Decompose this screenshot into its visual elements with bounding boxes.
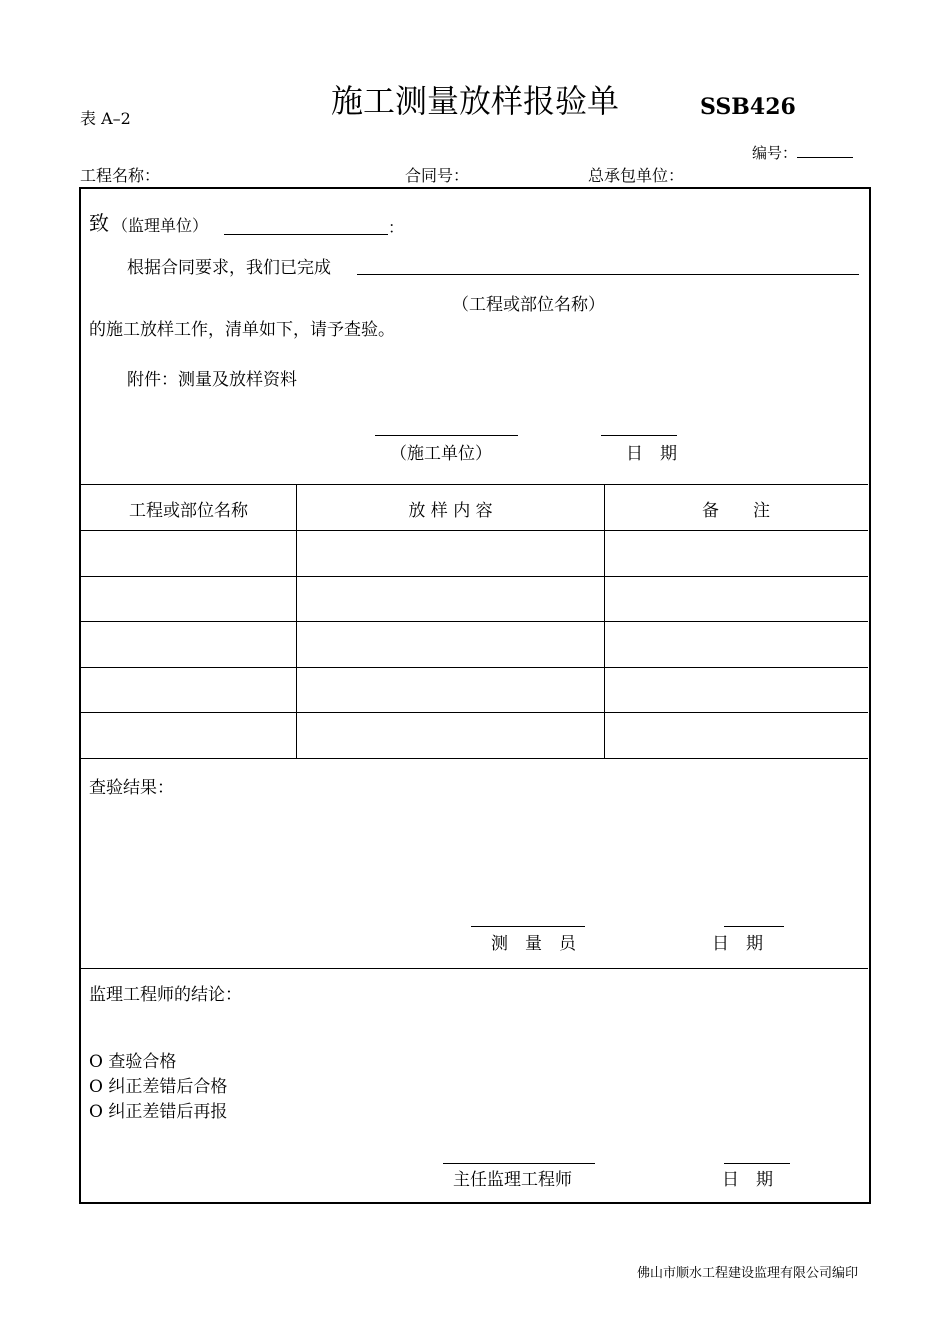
table-cell[interactable] (81, 531, 296, 575)
form-label: 表 A–2 (80, 109, 131, 128)
request-statement: 的施工放样工作，清单如下，请予查验。 (89, 320, 395, 340)
publisher-footer: 佛山市顺水工程建设监理有限公司编印 (636, 1266, 858, 1281)
serial-number-field[interactable] (752, 142, 853, 163)
inspection-date-label: 日 期 (712, 934, 763, 954)
chief-engineer-label: 主任监理工程师 (453, 1170, 572, 1190)
request-date-label: 日 期 (626, 444, 677, 464)
contract-number-label: 合同号： (405, 166, 470, 185)
supervisor-unit-blank[interactable] (224, 234, 388, 235)
conclusion-date-blank[interactable] (724, 1163, 790, 1164)
inspection-date-blank[interactable] (724, 926, 784, 927)
table-header-part-name: 工程或部位名称 (129, 501, 248, 521)
table-cell[interactable] (297, 713, 604, 757)
form-code: SSB426 (700, 94, 796, 120)
table-cell[interactable] (81, 622, 296, 666)
table-bottom-border (80, 758, 868, 759)
serial-blank[interactable] (797, 143, 853, 158)
table-cell[interactable] (81, 713, 296, 757)
table-cell[interactable] (297, 577, 604, 620)
table-cell[interactable] (81, 668, 296, 711)
table-cell[interactable] (297, 622, 604, 666)
completion-statement: 根据合同要求，我们已完成 (127, 258, 331, 278)
section-divider (80, 968, 868, 969)
chief-engineer-blank[interactable] (443, 1163, 595, 1164)
surveyor-label: 测 量 员 (491, 934, 576, 954)
option-passed-after-correction[interactable]: O 纠正差错后合格 (89, 1077, 228, 1097)
table-cell[interactable] (297, 668, 604, 711)
page-title: 施工测量放样报验单 (330, 82, 619, 120)
inspection-result-label: 查验结果： (89, 778, 174, 798)
table-cell[interactable] (605, 577, 867, 620)
table-cell[interactable] (297, 531, 604, 575)
project-name-label: 工程名称： (80, 166, 161, 185)
surveyor-blank[interactable] (471, 926, 585, 927)
colon: ： (388, 218, 405, 237)
project-part-blank[interactable] (357, 274, 859, 275)
conclusion-date-label: 日 期 (722, 1170, 773, 1190)
table-header-remarks: 备 注 (702, 501, 770, 521)
table-cell[interactable] (605, 668, 867, 711)
contractor-label: 总承包单位： (588, 166, 685, 185)
table-cell[interactable] (605, 622, 867, 666)
construction-unit-label: （施工单位） (390, 444, 492, 464)
table-cell[interactable] (605, 713, 867, 757)
construction-unit-blank[interactable] (375, 435, 518, 436)
serial-label: 编号： (752, 144, 798, 162)
option-resubmit-after-correction[interactable]: O 纠正差错后再报 (89, 1102, 228, 1122)
attachment-label: 附件：测量及放样资料 (127, 370, 297, 390)
request-date-blank[interactable] (601, 435, 677, 436)
table-header-content: 放 样 内 容 (408, 501, 493, 521)
conclusion-label: 监理工程师的结论： (89, 985, 242, 1005)
table-cell[interactable] (81, 577, 296, 620)
table-cell[interactable] (605, 531, 867, 575)
table-top-border (80, 484, 868, 485)
to-label: 致 (89, 211, 109, 235)
supervisor-unit-label: （监理单位） (112, 216, 209, 235)
option-passed[interactable]: O 查验合格 (89, 1052, 177, 1072)
project-part-hint: （工程或部位名称） (452, 295, 605, 315)
